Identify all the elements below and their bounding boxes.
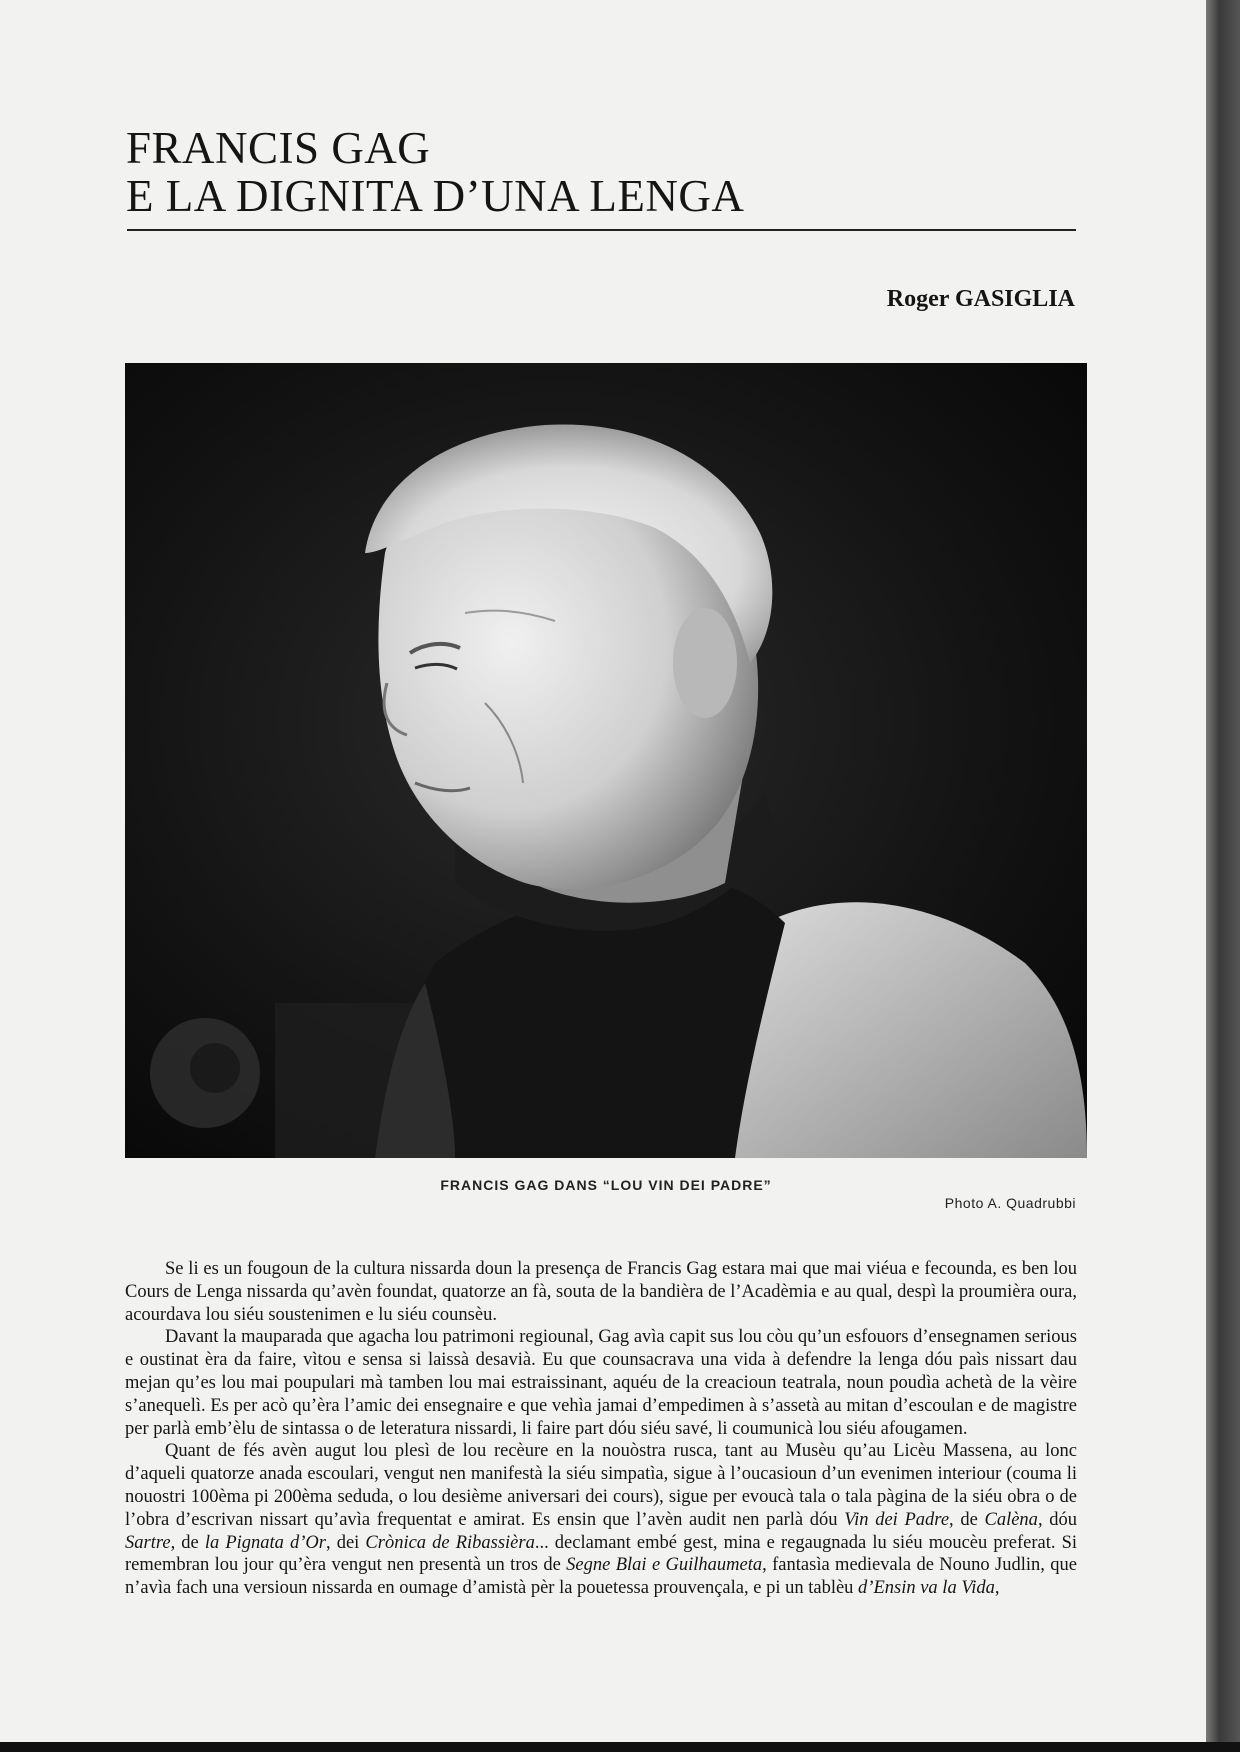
portrait-illustration — [125, 363, 1087, 1158]
article-body — [125, 1258, 1077, 1600]
text-run: , fantasìa medievala de Nouno Judlin, que n’avìa fach una versioun nissarda en oumage d’amistà pèr la pouetessa prouvençala, e pi un tablèu — [125, 1555, 1077, 1599]
portrait-photo — [125, 363, 1087, 1158]
text-run: , de — [170, 1532, 205, 1553]
italic-title-run: d’Ensin va la Vida — [858, 1578, 995, 1599]
photo-credit: Photo A. Quadrubbi — [944, 1195, 1076, 1211]
page-binding-edge — [1206, 0, 1240, 1752]
article-title — [126, 124, 744, 220]
article-title-line-1: FRANCIS GAG — [126, 123, 431, 173]
italic-title-run: Sartre — [125, 1532, 171, 1553]
text-run: , dóu — [1037, 1509, 1077, 1530]
italic-title-run: la Pignata d’Or — [204, 1532, 326, 1553]
italic-title-run: Calèna — [984, 1509, 1038, 1530]
photo-caption: FRANCIS GAG DANS “LOU VIN DEI PADRE” — [440, 1177, 772, 1193]
body-paragraph — [125, 1258, 1077, 1326]
body-paragraph — [125, 1326, 1077, 1440]
text-run: Quant de fés avèn augut lou plesì de lou recèure en la nouòstra rusca, tant au Musèu qu’au Licèu Massena, au lonc d’aqueli quatorze anada escoulari, vengut nen manifestà la siéu simpatìa, sigue à l’oucasioun d’un evenimen interiour (couma li nouostri 100èma pi 200èma seduda, o lou desième aniversari dei cours), sigue per evoucà tala o tala pàgina de la siéu obra o de l’obra d’escrivan nissart qu’avìa frequentat e amirat. Es ensin que l’avèn audit nen parlà dóu — [125, 1441, 1077, 1530]
text-run: , de — [949, 1509, 985, 1530]
italic-title-run: Vin dei Padre — [844, 1509, 950, 1530]
text-run: ... declamant embé gest, mina e regaugnada lu siéu moucèu preferat. Si remembran lou jour qu’èra vengut nen presentà un tros de — [125, 1532, 1077, 1576]
text-run: Se li es un fougoun de la cultura nissarda doun la presença de Francis Gag estara mai que mai viéua e fecounda, es ben lou Cours de Lenga nissarda qu’avèn foundat, quatorze an fà, souta de la bandièra de l’Acadèmia e au qual, despì la proumièra oura, acourdava lou siéu soustenimen e lu siéu counsèu. — [125, 1259, 1077, 1325]
author-byline: Roger GASIGLIA — [886, 286, 1075, 312]
text-run: , dei — [325, 1532, 366, 1553]
article-title-line-2: E LA DIGNITA D’UNA LENGA — [126, 171, 745, 221]
italic-title-run: Crònica de Ribassièra — [365, 1532, 535, 1553]
body-paragraph — [125, 1440, 1077, 1600]
scan-bottom-edge — [0, 1742, 1240, 1752]
italic-title-run: Segne Blai e Guilhaumeta — [566, 1555, 763, 1576]
text-run: , — [994, 1578, 1000, 1599]
title-rule — [127, 229, 1076, 231]
text-run: Davant la mauparada que agacha lou patrimoni regiounal, Gag avìa capit sus lou còu qu’un esfouors d’ensegnamen serious e oustinat èra da faire, vìtou e sensa si laissà desavià. Eu que counsacrava una vida à defendre la lenga dóu paìs nissart dau mejan qu’es lou mai poupulari mà tamben lou mai estraissinant, aquéu de la creacioun teatrala, noun poudìa achetà de la vèire s’anequelì. Es per acò qu’èra l’amic dei ensegnaire e que vehìa jamai d’empedimen à s’assetà au mitan d’escoulan e de magistre per parlà emb’èlu de sintassa o de leteratura nissardi, li faire part dóu siéu savé, li coumunicà lou siéu afougamen. — [125, 1327, 1077, 1439]
